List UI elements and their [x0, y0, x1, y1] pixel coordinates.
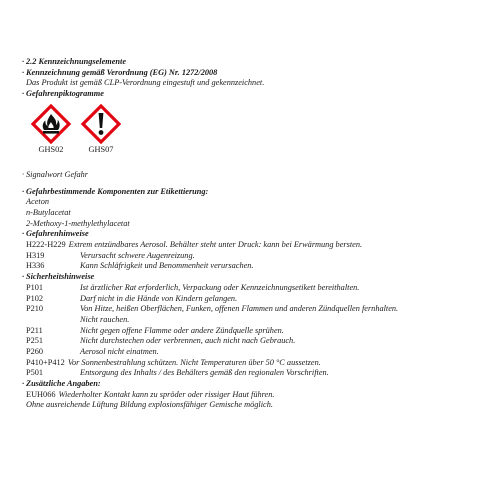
precaution-statement: P210 Von Hitze, heißen Oberflächen, Funken, offenen Flammen und anderen Zündquellen fernhalten. — [26, 304, 399, 314]
komponenten-heading: · Gefahrbestimmende Komponenten zur Etikettierung: — [22, 186, 209, 196]
zusatz-text: Ohne ausreichende Lüftung Bildung explosionsfähiger Gemische möglich. — [26, 400, 273, 410]
precaution-statement: P211 Nicht gegen offene Flamme oder andere Zündquelle sprühen. — [26, 325, 284, 335]
exclamation-icon — [81, 104, 121, 144]
komponente-item: n-Butylacetat — [26, 207, 71, 217]
zusatz-heading: · Zusätzliche Angaben: — [22, 379, 101, 389]
gefahrenhinweise-heading: · Gefahrenhinweise — [22, 229, 89, 239]
hazard-statement: H336 Kann Schläfrigkeit und Benommenheit verursachen. — [26, 261, 254, 271]
sicherheitshinweise-heading: · Sicherheitshinweise — [22, 272, 95, 282]
precaution-statement: P102 Darf nicht in die Hände von Kindern gelangen. — [26, 293, 238, 303]
document-body — [22, 57, 494, 411]
euh-statement: EUH066 Wiederholter Kontakt kann zu spröder oder rissiger Haut führen. — [26, 389, 275, 399]
pictogram-label: GHS07 — [88, 144, 114, 154]
komponente-item: Aceton — [26, 197, 50, 207]
hazard-statement: H319 Verursacht schwere Augenreizung. — [26, 250, 195, 260]
precaution-statement: P501 Entsorgung des Inhalts / des Behälters gemäß den regionalen Vorschriften. — [26, 368, 329, 378]
signalwort: · Signalwort Gefahr — [22, 169, 88, 179]
kennzeichnung-text: Das Produkt ist gemäß CLP-Verordnung eingestuft und gekennzeichnet. — [26, 78, 265, 88]
precaution-statement: P260 Aerosol nicht einatmen. — [26, 346, 159, 356]
komponente-item: 2-Methoxy-1-methylethylacetat — [26, 218, 130, 228]
kennzeichnung-heading: · Kennzeichnung gemäß Verordnung (EG) Nr. 1272/2008 — [22, 67, 218, 77]
pictogram-row — [30, 104, 494, 158]
precaution-statement: P251 Nicht durchstechen oder verbrennen, auch nicht nach Gebrauch. — [26, 336, 296, 346]
pictogram-ghs07 — [80, 104, 122, 158]
precaution-statement: P410+P412 Vor Sonnenbestrahlung schützen. Nicht Temperaturen über 50 °C aussetzen. — [26, 357, 321, 367]
precaution-continuation: Nicht rauchen. — [80, 314, 130, 324]
hazard-statement: H222-H229 Extrem entzündbares Aerosol. Behälter steht unter Druck: kann bei Erwärmung bersten. — [26, 240, 363, 250]
precaution-statement: P101 Ist ärztlicher Rat erforderlich, Verpackung oder Kennzeichnungsetikett bereithalten. — [26, 282, 360, 292]
pictogram-label: GHS02 — [38, 144, 64, 154]
section-heading: · 2.2 Kennzeichnungselemente — [22, 57, 127, 66]
pictogram-ghs02 — [30, 104, 72, 158]
flame-icon — [31, 104, 71, 144]
pictograms-heading: · Gefahrenpiktogramme — [22, 89, 104, 99]
